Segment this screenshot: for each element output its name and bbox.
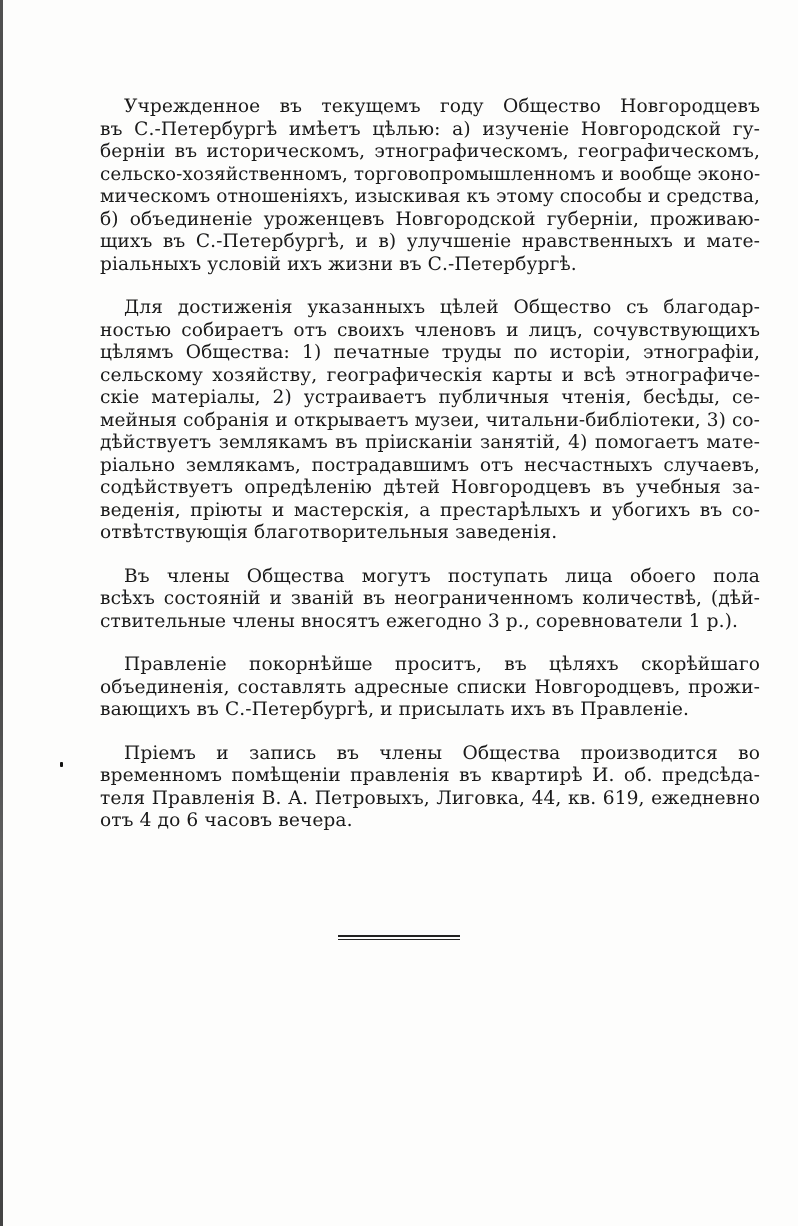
text-line: б) объединеніе уроженцевъ Новгородской губерніи, проживаю-	[100, 208, 760, 230]
text-line: берніи въ историческомъ, этнографическомъ, географическомъ,	[100, 141, 760, 162]
ornamental-rule	[338, 934, 460, 944]
text-line: временномъ помѣщеніи правленія въ квартирѣ И. об. предсѣда-	[100, 765, 760, 786]
paragraph-means	[100, 297, 760, 545]
paragraph-request	[100, 654, 760, 722]
text-line: Для достиженія указанныхъ цѣлей Общество съ благодар-	[124, 297, 760, 318]
text-line: объединенія, составлять адресные списки Новгородцевъ, прожи-	[100, 676, 760, 698]
text-line: Учрежденное въ текущемъ году Общество Новгородцевъ	[124, 96, 760, 117]
paragraph-membership	[100, 566, 760, 634]
text-line: дѣйствуетъ землякамъ въ пріисканіи занятій, 4) помогаетъ мате-	[100, 432, 760, 453]
text-line: веденія, пріюты и мастерскія, а престарѣлыхъ и убогихъ въ со-	[100, 499, 760, 521]
text-line: ріальныхъ условій ихъ жизни въ С.-Петербургѣ.	[100, 253, 577, 275]
text-line: въ С.-Петербургѣ имѣетъ цѣлью: а) изученіе Новгородской гу-	[100, 118, 760, 140]
text-line: мейныя собранія и открываетъ музеи, читальни-библіотеки, 3) со-	[100, 409, 760, 431]
text-line: теля Правленія В. А. Петровыхъ, Лиговка, 44, кв. 619, ежедневно	[100, 787, 760, 809]
text-line: отъ 4 до 6 часовъ вечера.	[100, 810, 353, 831]
text-line: сельскому хозяйству, географическія карты и всѣ этнографиче-	[100, 364, 760, 386]
text-line: всѣхъ состояній и званій въ неограниченномъ количествѣ, (дѣй-	[100, 588, 760, 609]
rule-line-upper	[338, 935, 460, 937]
ink-speck	[60, 762, 63, 767]
paragraph-registration	[100, 743, 760, 833]
text-line: сельско-хозяйственномъ, торговопромышленномъ и вообще эконо-	[100, 163, 761, 185]
text-line: ностью собираетъ отъ своихъ членовъ и лицъ, сочувствующихъ	[100, 319, 760, 341]
paragraph-aims	[100, 96, 760, 276]
text-line: щихъ въ С.-Петербургѣ, и в) улучшеніе нравственныхъ и мате-	[100, 231, 760, 252]
text-line: Правленіе покорнѣйше проситъ, въ цѣляхъ скорѣйшаго	[124, 654, 760, 675]
text-line: содѣйствуетъ опредѣленію дѣтей Новгородцевъ въ учебныя за-	[100, 477, 760, 498]
document-body	[100, 96, 760, 854]
rule-line-lower	[338, 939, 460, 940]
text-line: мическомъ отношеніяхъ, изыскивая къ этому способы и средства,	[100, 186, 760, 207]
page-binding-edge	[0, 0, 3, 1226]
text-line: ріально землякамъ, пострадавшимъ отъ несчастныхъ случаевъ,	[100, 454, 760, 476]
text-line: Въ члены Общества могутъ поступать лица обоего пола	[124, 565, 760, 587]
text-line: цѣлямъ Общества: 1) печатные труды по исторіи, этнографіи,	[100, 342, 760, 363]
text-line: скіе матеріалы, 2) устраиваетъ публичныя чтенія, бесѣды, се-	[100, 387, 760, 408]
text-line: отвѣтствующія благотворительныя заведенія.	[100, 522, 558, 543]
text-line: вающихъ въ С.-Петербургѣ, и присылать ихъ въ Правленіе.	[100, 699, 689, 720]
text-line: ствительные члены вносятъ ежегодно 3 р., соревнователи 1 р.).	[100, 610, 739, 632]
text-line: Пріемъ и запись въ члены Общества производится во	[124, 742, 760, 764]
